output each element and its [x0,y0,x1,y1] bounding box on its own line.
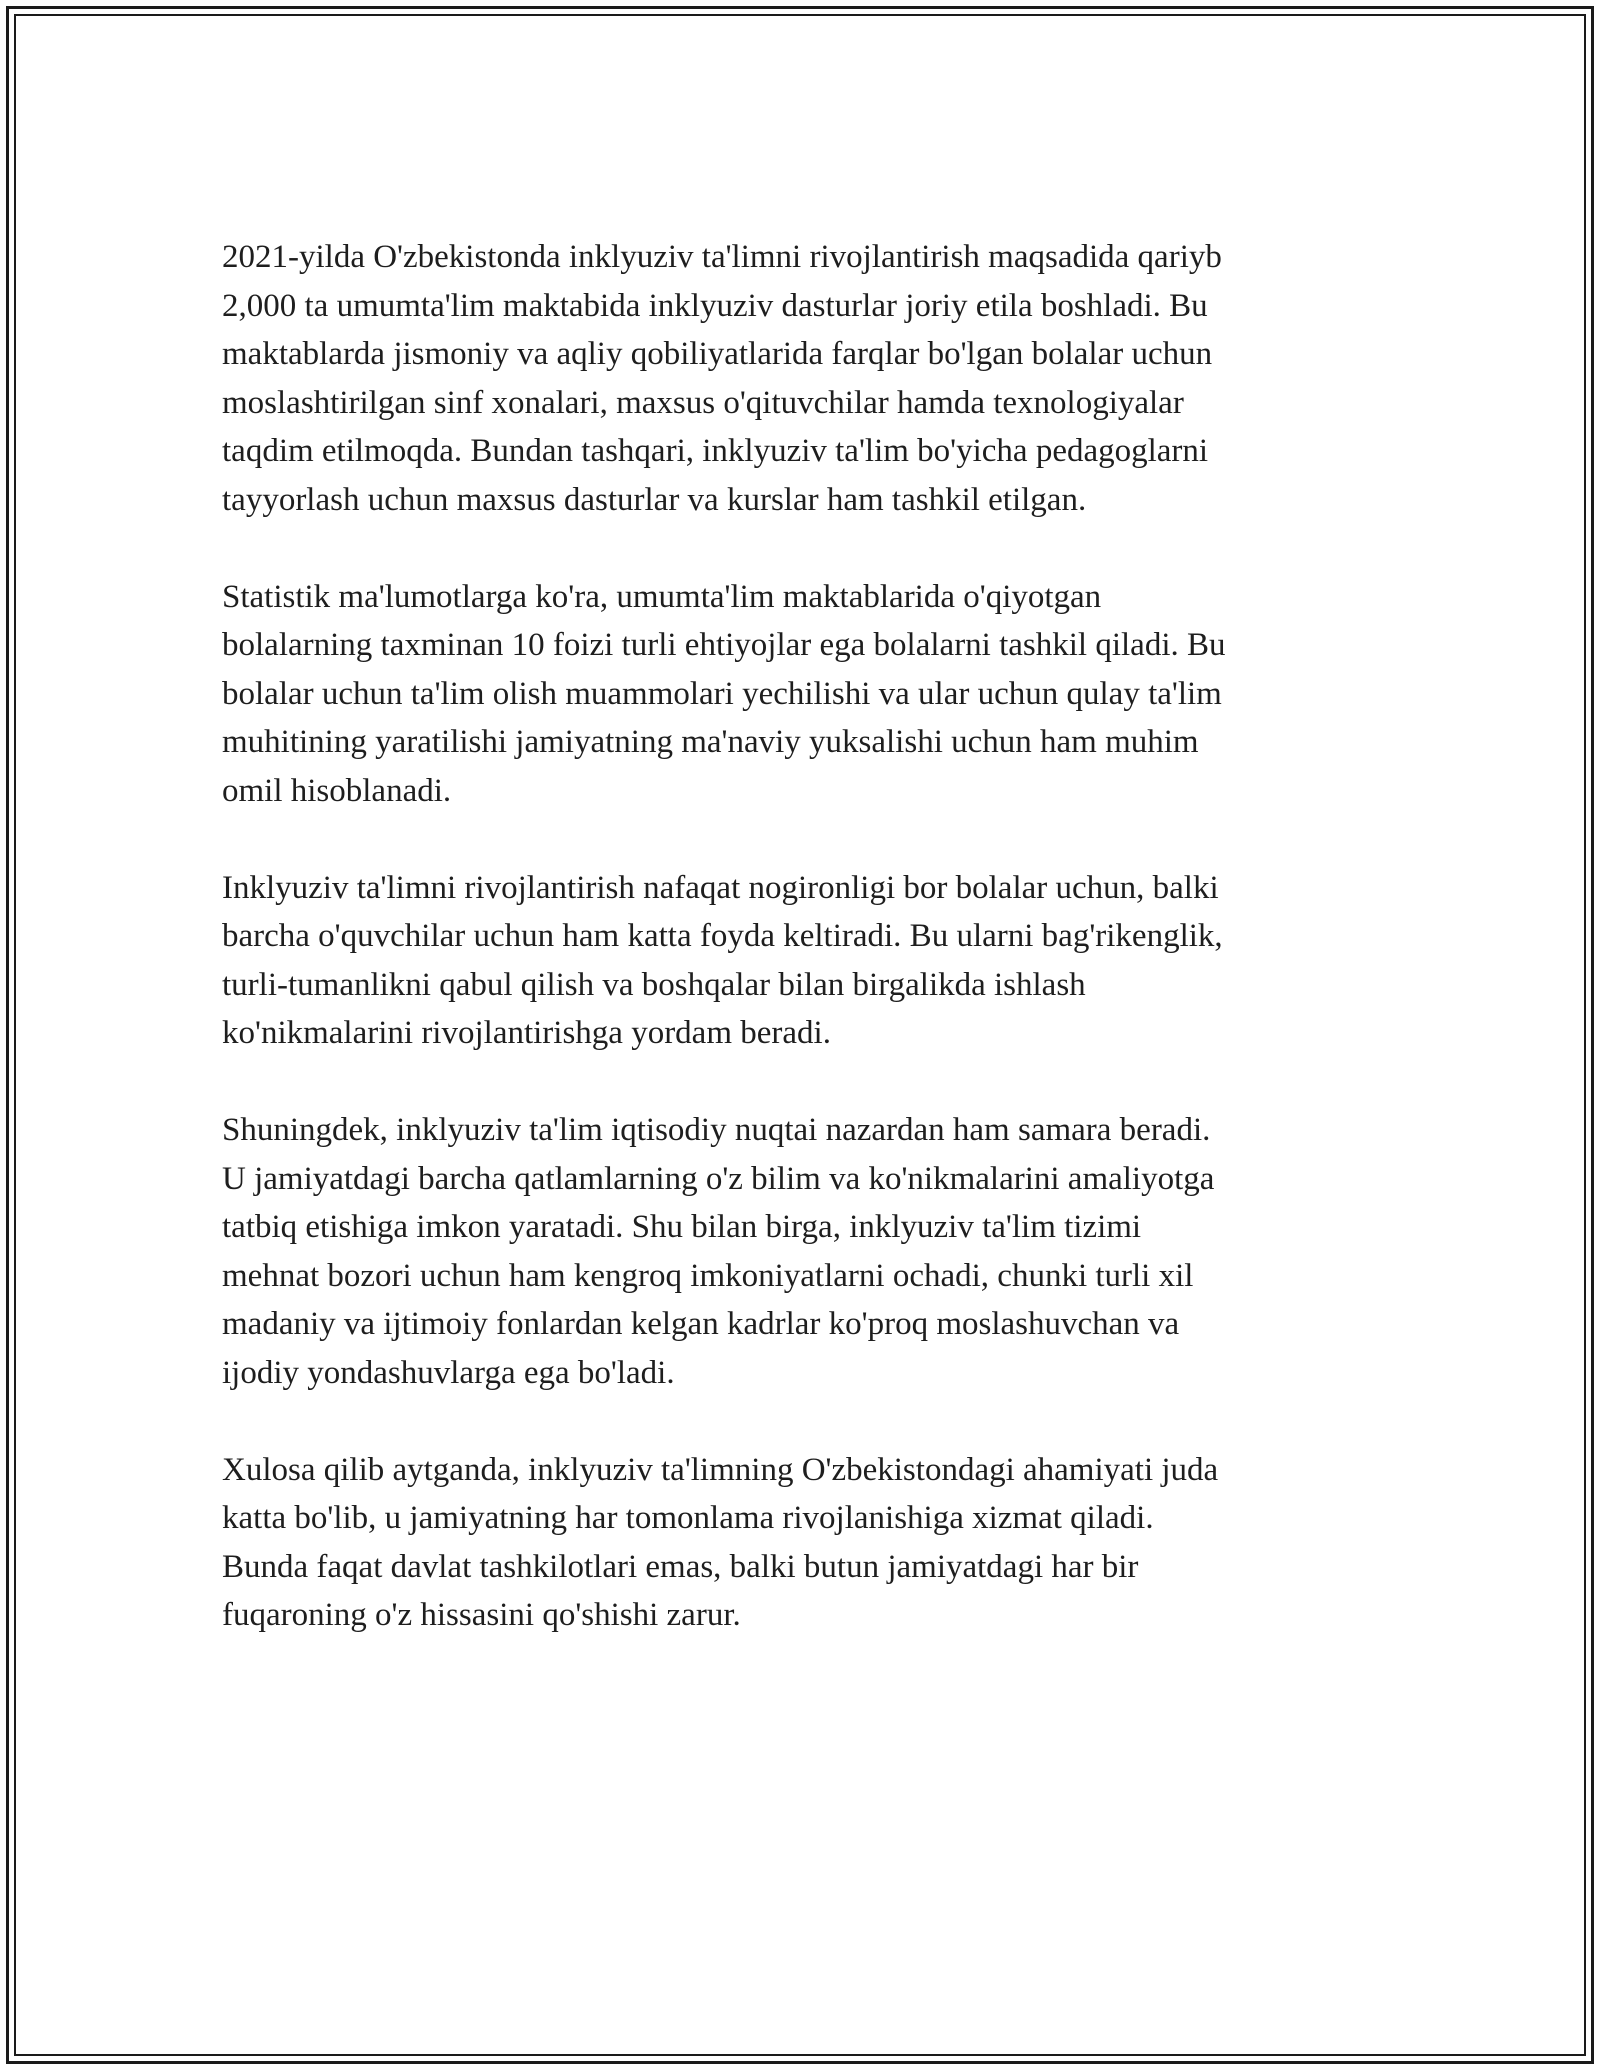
text-line: Bunda faqat davlat tashkilotlari emas, balki butun jamiyatdagi har bir [222,1548,1139,1585]
text-line: barcha o'quvchilar uchun ham katta foyda keltiradi. Bu ularni bag'rikenglik, [222,918,1223,954]
text-line: Shuningdek, inklyuziv ta'lim iqtisodiy nuqtai nazardan ham samara beradi. [222,1112,1211,1148]
text-line: tayyorlash uchun maxsus dasturlar va kurslar ham tashkil etilgan. [222,481,1087,518]
text-line: Xulosa qilib aytganda, inklyuziv ta'limning O'zbekistondagi ahamiyati juda [222,1451,1219,1488]
text-line: katta bo'lib, u jamiyatning har tomonlama rivojlanishiga xizmat qiladi. [222,1500,1154,1536]
paragraph-2 [222,573,1372,816]
paragraph-3 [222,864,1372,1058]
text-line: taqdim etilmoqda. Bundan tashqari, inklyuziv ta'lim bo'yicha pedagoglarni [222,433,1209,469]
text-line: ko'nikmalarini rivojlantirishga yordam beradi. [222,1015,831,1051]
text-line: turli-tumanlikni qabul qilish va boshqalar bilan birgalikda ishlash [222,966,1086,1003]
text-line: bolalarning taxminan 10 foizi turli ehtiyojlar ega bolalarni tashkil qiladi. Bu [222,627,1226,663]
paragraph-4 [222,1106,1372,1397]
paragraph-5 [222,1446,1372,1640]
text-line: fuqaroning o'z hissasini qo'shishi zarur. [222,1597,741,1633]
text-line: 2,000 ta umumta'lim maktabida inklyuziv dasturlar joriy etila boshladi. Bu [222,287,1208,324]
document-body [222,233,1372,1688]
text-line: ijodiy yondashuvlarga ega bo'ladi. [222,1354,675,1391]
text-line: 2021-yilda O'zbekistonda inklyuziv ta'limni rivojlantirish maqsadida qariyb [222,239,1222,275]
text-line: U jamiyatdagi barcha qatlamlarning o'z bilim va ko'nikmalarini amaliyotga [222,1160,1215,1197]
text-line: moslashtirilgan sinf xonalari, maxsus o'qituvchilar hamda texnologiyalar [222,384,1184,421]
text-line: tatbiq etishiga imkon yaratadi. Shu bilan birga, inklyuziv ta'lim tizimi [222,1209,1142,1245]
text-line: omil hisoblanadi. [222,772,452,809]
paragraph-1 [222,233,1372,524]
text-line: madaniy va ijtimoiy fonlardan kelgan kadrlar ko'proq moslashuvchan va [222,1306,1180,1342]
text-line: bolalar uchun ta'lim olish muammolari yechilishi va ular uchun qulay ta'lim [222,675,1222,712]
text-line: Inklyuziv ta'limni rivojlantirish nafaqat nogironligi bor bolalar uchun, balki [222,869,1219,906]
text-line: muhitining yaratilishi jamiyatning ma'naviy yuksalishi uchun ham muhim [222,724,1199,760]
text-line: maktablarda jismoniy va aqliy qobiliyatlarida farqlar bo'lgan bolalar uchun [222,336,1213,372]
text-line: Statistik ma'lumotlarga ko'ra, umumta'lim maktablarida o'qiyotgan [222,578,1102,615]
text-line: mehnat bozori uchun ham kengroq imkoniyatlarni ochadi, chunki turli xil [222,1257,1194,1294]
